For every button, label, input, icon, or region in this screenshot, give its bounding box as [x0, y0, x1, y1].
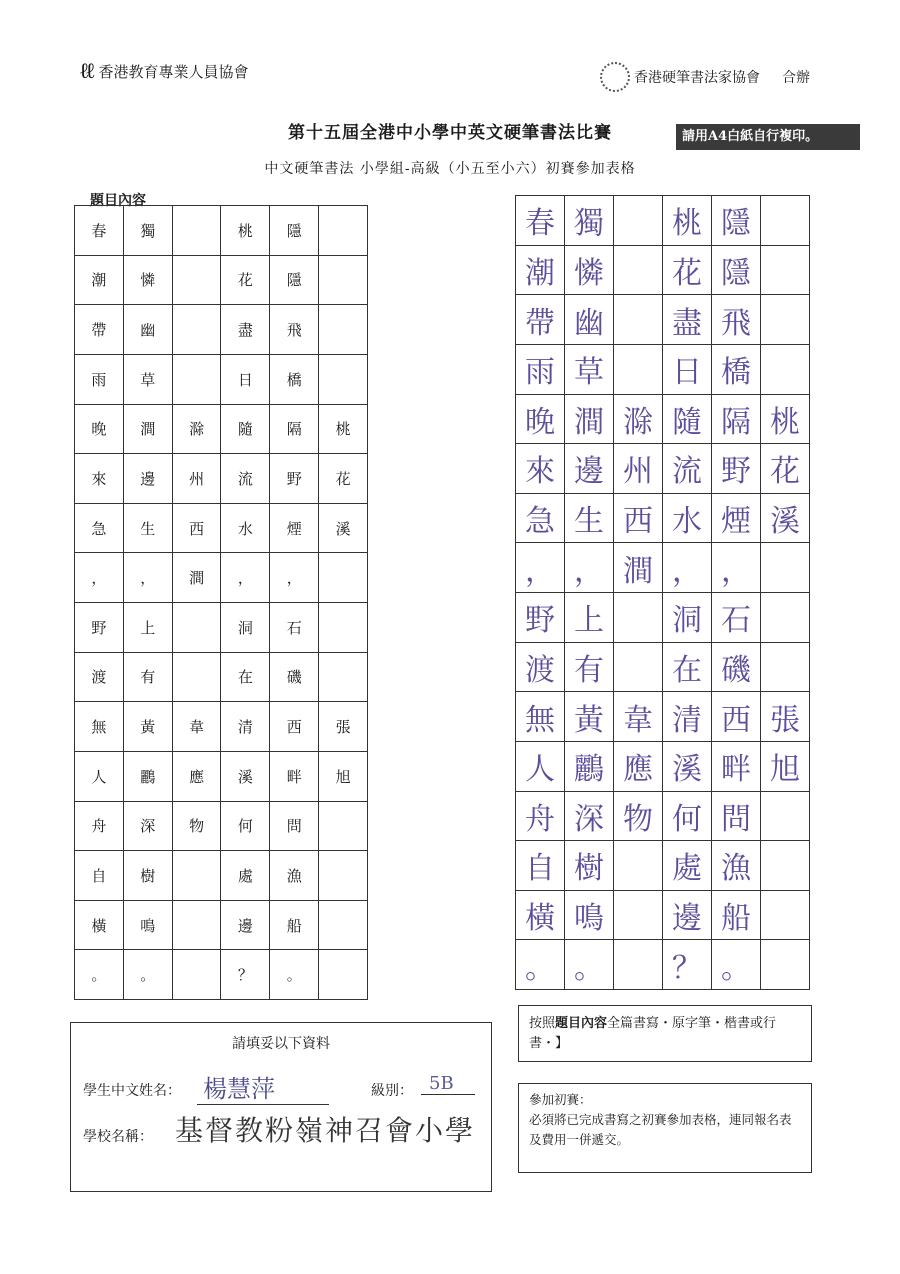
handwritten-char-cell: 雨: [516, 344, 565, 394]
printed-char-cell: 隔: [270, 404, 319, 454]
printed-char-cell: 邊: [221, 900, 270, 950]
grid-row: [516, 642, 810, 692]
handwritten-char-cell: [761, 642, 810, 692]
handwritten-char-cell: ，: [516, 543, 565, 593]
handwritten-char-cell: 橫: [516, 890, 565, 940]
handwritten-char-cell: [761, 344, 810, 394]
handwritten-char-cell: 在: [663, 642, 712, 692]
entry-body: 必須將已完成書寫之初賽參加表格，連同報名表及費用一併遞交。: [529, 1112, 792, 1147]
handwritten-char-cell: 野: [712, 444, 761, 494]
printed-char-cell: 晚: [75, 404, 124, 454]
printed-char-cell: [319, 900, 368, 950]
printed-char-cell: ，: [75, 553, 124, 603]
org-right: [600, 62, 810, 92]
handwritten-char-cell: ？: [663, 940, 712, 990]
handwritten-char-cell: 。: [565, 940, 614, 990]
handwritten-char-cell: 水: [663, 493, 712, 543]
printed-char-cell: ，: [221, 553, 270, 603]
grid-row: [516, 444, 810, 494]
grid-row: [75, 354, 368, 404]
handwritten-char-cell: ，: [712, 543, 761, 593]
printed-char-cell: 西: [270, 702, 319, 752]
handwritten-char-cell: 無: [516, 692, 565, 742]
printed-char-cell: 桃: [319, 404, 368, 454]
handwritten-char-cell: [614, 841, 663, 891]
handwritten-char-cell: 潮: [516, 245, 565, 295]
printed-char-cell: 獨: [123, 206, 172, 256]
handwritten-char-cell: [761, 196, 810, 246]
handwritten-char-cell: 洞: [663, 593, 712, 643]
org-right-name: 香港硬筆書法家協會: [634, 70, 760, 86]
grid-row: [516, 841, 810, 891]
handwritten-char-cell: 隱: [712, 245, 761, 295]
grid-row: [516, 791, 810, 841]
printed-char-cell: 潮: [75, 255, 124, 305]
handwritten-char-cell: [614, 344, 663, 394]
handwritten-char-cell: 深: [565, 791, 614, 841]
handwriting-grid: [515, 195, 810, 990]
handwritten-char-cell: 草: [565, 344, 614, 394]
grid-row: [516, 493, 810, 543]
handwritten-char-cell: [761, 593, 810, 643]
printed-char-cell: 上: [123, 603, 172, 653]
handwritten-char-cell: 春: [516, 196, 565, 246]
grid-row: [75, 503, 368, 553]
printed-char-cell: 西: [172, 503, 221, 553]
printed-char-cell: 洞: [221, 603, 270, 653]
handwritten-char-cell: 邊: [565, 444, 614, 494]
handwritten-char-cell: 石: [712, 593, 761, 643]
handwritten-char-cell: 桃: [663, 196, 712, 246]
handwritten-char-cell: 旭: [761, 741, 810, 791]
printed-char-cell: 生: [123, 503, 172, 553]
printed-char-cell: [172, 206, 221, 256]
handwritten-char-cell: 盡: [663, 295, 712, 345]
printed-char-cell: 鸝: [123, 751, 172, 801]
handwritten-char-cell: 隨: [663, 394, 712, 444]
printed-char-cell: [172, 305, 221, 355]
calligraphy-society-logo-icon: [600, 62, 630, 92]
grid-row: [75, 950, 368, 1000]
printed-char-cell: [172, 255, 221, 305]
printed-char-cell: 。: [270, 950, 319, 1000]
handwritten-char-cell: 自: [516, 841, 565, 891]
page-subtitle: 中文硬筆書法 小學組-高級（小五至小六）初賽參加表格: [264, 161, 636, 177]
grid-row: [75, 751, 368, 801]
handwritten-char-cell: [761, 295, 810, 345]
co-organize-label: 合辦: [782, 70, 810, 86]
handwritten-char-cell: 樹: [565, 841, 614, 891]
grid-row: [75, 702, 368, 752]
handwritten-char-cell: 來: [516, 444, 565, 494]
printed-char-cell: [319, 305, 368, 355]
printed-char-cell: 日: [221, 354, 270, 404]
handwritten-char-cell: [614, 245, 663, 295]
handwritten-char-cell: 隱: [712, 196, 761, 246]
handwritten-char-cell: 憐: [565, 245, 614, 295]
printed-char-cell: [319, 652, 368, 702]
printed-char-cell: 隱: [270, 255, 319, 305]
handwritten-char-cell: [761, 940, 810, 990]
handwritten-char-cell: 幽: [565, 295, 614, 345]
handwritten-char-cell: 野: [516, 593, 565, 643]
school-name-field[interactable]: 基督教粉嶺神召會小學: [175, 1114, 476, 1147]
printed-char-cell: 花: [221, 255, 270, 305]
handwritten-char-cell: [761, 890, 810, 940]
school-name-label: 學校名稱：: [83, 1129, 153, 1145]
printed-char-cell: 草: [123, 354, 172, 404]
printed-char-cell: 流: [221, 454, 270, 504]
printed-char-cell: 舟: [75, 801, 124, 851]
handwritten-char-cell: 鸝: [565, 741, 614, 791]
grid-row: [516, 394, 810, 444]
handwritten-char-cell: [761, 543, 810, 593]
handwritten-char-cell: 畔: [712, 741, 761, 791]
handwritten-char-cell: 橋: [712, 344, 761, 394]
instr-post: 全篇書寫・原字筆・楷書或行書・】: [529, 1016, 777, 1051]
grid-row: [75, 553, 368, 603]
handwritten-char-cell: 急: [516, 493, 565, 543]
printed-char-cell: 州: [172, 454, 221, 504]
printed-char-cell: 旭: [319, 751, 368, 801]
printed-char-cell: 何: [221, 801, 270, 851]
class-label: 級別：: [371, 1083, 413, 1099]
handwritten-char-cell: 澗: [565, 394, 614, 444]
handwritten-char-cell: 西: [614, 493, 663, 543]
writing-instructions-box: [518, 1005, 812, 1062]
page-title: 第十五屆全港中小學中英文硬筆書法比賽: [288, 123, 612, 143]
handwritten-char-cell: [614, 593, 663, 643]
handwritten-char-cell: 花: [761, 444, 810, 494]
class-field[interactable]: 5B: [421, 1073, 475, 1095]
handwritten-char-cell: 處: [663, 841, 712, 891]
handwritten-char-cell: [614, 940, 663, 990]
printed-char-cell: [319, 255, 368, 305]
handwritten-char-cell: ，: [565, 543, 614, 593]
handwritten-char-cell: 磯: [712, 642, 761, 692]
printed-char-cell: 張: [319, 702, 368, 752]
grid-row: [75, 404, 368, 454]
grid-row: [75, 652, 368, 702]
printed-char-cell: [319, 603, 368, 653]
printed-char-cell: 渡: [75, 652, 124, 702]
printed-char-cell: 澗: [123, 404, 172, 454]
student-info-box: [70, 1022, 492, 1192]
handwritten-char-cell: 何: [663, 791, 712, 841]
printed-char-cell: ，: [270, 553, 319, 603]
printed-char-cell: 鳴: [123, 900, 172, 950]
printed-char-cell: 有: [123, 652, 172, 702]
printed-char-cell: 黃: [123, 702, 172, 752]
printed-char-cell: [172, 950, 221, 1000]
handwritten-char-cell: [761, 245, 810, 295]
grid-row: [75, 603, 368, 653]
grid-row: [75, 900, 368, 950]
handwritten-char-cell: [614, 196, 663, 246]
handwritten-char-cell: 溪: [761, 493, 810, 543]
grid-row: [75, 851, 368, 901]
handwritten-char-cell: 流: [663, 444, 712, 494]
handwritten-char-cell: 滁: [614, 394, 663, 444]
grid-row: [516, 543, 810, 593]
handwritten-char-cell: 晚: [516, 394, 565, 444]
printed-char-cell: 。: [75, 950, 124, 1000]
printed-char-cell: 野: [75, 603, 124, 653]
printed-char-cell: 雨: [75, 354, 124, 404]
printed-char-cell: 磯: [270, 652, 319, 702]
printed-char-cell: 物: [172, 801, 221, 851]
printed-char-cell: [319, 801, 368, 851]
printed-char-cell: 深: [123, 801, 172, 851]
printed-char-cell: 憐: [123, 255, 172, 305]
hkptu-logo-icon: ℓℓ: [80, 58, 93, 84]
handwritten-char-cell: 獨: [565, 196, 614, 246]
printed-char-cell: ，: [123, 553, 172, 603]
printed-char-cell: ？: [221, 950, 270, 1000]
printed-char-cell: 自: [75, 851, 124, 901]
printed-char-cell: 問: [270, 801, 319, 851]
handwritten-char-cell: 邊: [663, 890, 712, 940]
printed-char-cell: 畔: [270, 751, 319, 801]
grid-row: [516, 344, 810, 394]
handwritten-char-cell: 日: [663, 344, 712, 394]
printed-char-cell: 隨: [221, 404, 270, 454]
printed-char-cell: 澗: [172, 553, 221, 603]
printed-char-cell: 水: [221, 503, 270, 553]
info-title: 請填妥以下資料: [232, 1036, 330, 1052]
handwritten-char-cell: 帶: [516, 295, 565, 345]
printed-char-cell: [319, 950, 368, 1000]
printed-char-cell: 橋: [270, 354, 319, 404]
printed-char-cell: 煙: [270, 503, 319, 553]
handwritten-char-cell: 州: [614, 444, 663, 494]
printed-char-cell: 樹: [123, 851, 172, 901]
org-left: [80, 58, 249, 84]
handwritten-char-cell: 船: [712, 890, 761, 940]
grid-row: [516, 692, 810, 742]
printed-char-cell: 野: [270, 454, 319, 504]
printed-char-cell: [319, 354, 368, 404]
printed-char-cell: [319, 206, 368, 256]
handwritten-char-cell: 花: [663, 245, 712, 295]
instr-bold: 題目內容: [555, 1016, 608, 1031]
printed-char-cell: 韋: [172, 702, 221, 752]
grid-row: [516, 196, 810, 246]
printed-char-cell: 隱: [270, 206, 319, 256]
handwritten-char-cell: 韋: [614, 692, 663, 742]
printed-char-cell: [172, 900, 221, 950]
grid-row: [75, 801, 368, 851]
org-left-name: 香港教育專業人員協會: [98, 62, 249, 81]
handwritten-char-cell: 渡: [516, 642, 565, 692]
printed-char-cell: 。: [123, 950, 172, 1000]
printed-char-cell: 春: [75, 206, 124, 256]
printed-char-cell: 漁: [270, 851, 319, 901]
printed-char-cell: 來: [75, 454, 124, 504]
printed-char-cell: 滁: [172, 404, 221, 454]
printed-char-cell: [172, 603, 221, 653]
printed-char-cell: [172, 354, 221, 404]
printed-char-cell: 幽: [123, 305, 172, 355]
handwritten-char-cell: 有: [565, 642, 614, 692]
handwritten-char-cell: 舟: [516, 791, 565, 841]
printed-char-cell: 盡: [221, 305, 270, 355]
printed-char-cell: 桃: [221, 206, 270, 256]
printed-char-cell: [319, 553, 368, 603]
student-name-field[interactable]: 楊慧萍: [197, 1069, 329, 1105]
printed-char-cell: 船: [270, 900, 319, 950]
grid-row: [516, 593, 810, 643]
printed-char-cell: 急: [75, 503, 124, 553]
grid-row: [75, 206, 368, 256]
section-label-content: 題目內容: [90, 193, 146, 209]
handwritten-char-cell: ，: [663, 543, 712, 593]
handwritten-char-cell: 煙: [712, 493, 761, 543]
a4-notice-badge: 請用A4白紙自行複印。: [676, 124, 860, 150]
printed-char-cell: 在: [221, 652, 270, 702]
handwritten-char-cell: [614, 295, 663, 345]
handwritten-char-cell: 黃: [565, 692, 614, 742]
handwritten-char-cell: 。: [516, 940, 565, 990]
handwritten-char-cell: [761, 791, 810, 841]
grid-row: [75, 454, 368, 504]
handwritten-char-cell: 物: [614, 791, 663, 841]
printed-char-cell: 應: [172, 751, 221, 801]
printed-char-cell: 邊: [123, 454, 172, 504]
printed-char-cell: 石: [270, 603, 319, 653]
printed-char-cell: 飛: [270, 305, 319, 355]
handwritten-char-cell: 問: [712, 791, 761, 841]
grid-row: [75, 305, 368, 355]
handwritten-char-cell: 溪: [663, 741, 712, 791]
grid-row: [516, 940, 810, 990]
printed-char-cell: 無: [75, 702, 124, 752]
printed-char-cell: 花: [319, 454, 368, 504]
student-name-label: 學生中文姓名：: [83, 1083, 181, 1099]
handwritten-char-cell: 澗: [614, 543, 663, 593]
grid-row: [516, 890, 810, 940]
printed-char-cell: [172, 652, 221, 702]
printed-char-cell: 帶: [75, 305, 124, 355]
printed-char-cell: 橫: [75, 900, 124, 950]
instr-pre: 按照: [529, 1016, 556, 1031]
handwritten-char-cell: 桃: [761, 394, 810, 444]
entry-instructions-box: [518, 1083, 812, 1173]
grid-row: [516, 295, 810, 345]
printed-char-cell: 人: [75, 751, 124, 801]
printed-char-cell: [172, 851, 221, 901]
handwritten-char-cell: 上: [565, 593, 614, 643]
handwritten-char-cell: 應: [614, 741, 663, 791]
handwritten-char-cell: [614, 642, 663, 692]
handwritten-char-cell: 。: [712, 940, 761, 990]
handwritten-char-cell: 人: [516, 741, 565, 791]
handwritten-char-cell: 漁: [712, 841, 761, 891]
handwritten-char-cell: 生: [565, 493, 614, 543]
printed-char-cell: 清: [221, 702, 270, 752]
handwritten-char-cell: 清: [663, 692, 712, 742]
grid-row: [516, 245, 810, 295]
printed-char-cell: 溪: [319, 503, 368, 553]
printed-char-cell: 處: [221, 851, 270, 901]
handwritten-char-cell: 隔: [712, 394, 761, 444]
entry-heading: 參加初賽：: [529, 1092, 592, 1107]
handwritten-char-cell: [761, 841, 810, 891]
handwritten-char-cell: 張: [761, 692, 810, 742]
handwritten-char-cell: [614, 890, 663, 940]
grid-row: [516, 741, 810, 791]
handwritten-char-cell: 鳴: [565, 890, 614, 940]
printed-text-grid: [74, 205, 368, 1000]
handwritten-char-cell: 飛: [712, 295, 761, 345]
grid-row: [75, 255, 368, 305]
handwritten-char-cell: 西: [712, 692, 761, 742]
printed-char-cell: [319, 851, 368, 901]
printed-char-cell: 溪: [221, 751, 270, 801]
